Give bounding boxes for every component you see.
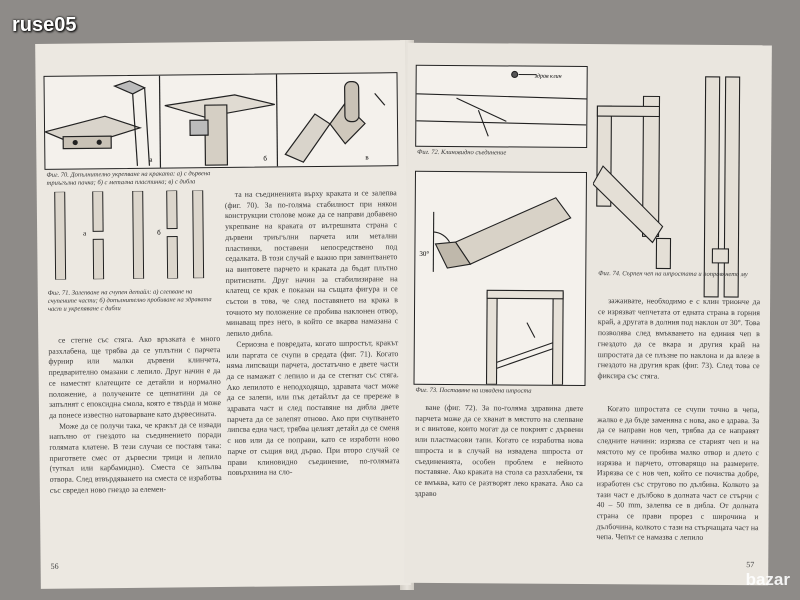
right-page <box>404 43 772 586</box>
figure-71 <box>45 190 214 280</box>
paragraph: Сериозна е повредата, когато шпростът, кракът или паргата се счупи в средата (фиг. 71). Когато няма липсващи парчета, достатъчно е двете части да се намажат с лепило и да се стегнат със стяга. Ако лепилото е неподходящо, здравата част може да се залепи, или пък детайлът да се пререже в здравата част и след поставяне на дибла двете парчета да се залепят отново. Ако при счупването липсва една част, трябва целият детайл да се сменя с нов или да се поправи, като се изработи ново парче от същия вид дърво. При второ случай се прави клиновидно съединение, по-голямата повърхнина на сло- <box>226 338 400 478</box>
site-logo: bazar <box>745 570 790 589</box>
paragraph: зажаивате, необходимо е с клин трионче да се изрязват чепчетата от едната страна в горния край, а другата в долния под наклон от 30°. Това позволява след вмъкването на единия чеп в гнездото да се вкара и другия край на шпростата да се плъзне по наклона и да влезе в гнездото на другия крак (фиг. 73). След това се фиксира със стяга. <box>597 296 761 381</box>
paragraph: Когато шпростата се счупи точно в чепа, жалко е да бъде заменяна с нова, ако е здрава. За да се направи нов чеп, трябва да се направят следните начини: изрязва се старият чеп и на мястото му се пробива малко отвор и длето с изрязва и парчето, отговарящо на размерите. Изрязва се с нов чеп, който се почиства добре, изработен със стругово по дълбина. Колкото за тази част е дълбоко в долната част се стърчи с 40 – 50 mm, залепва се в дибла. От долната страна се прави прорез с широчина и дълбочина, колкото с тази на стърчащата част на чепа. Чепът се намазва с лепило <box>596 404 760 543</box>
fig70-label-c: в <box>365 153 369 162</box>
right-page-bottom-right-column <box>596 404 759 544</box>
fig73-angle-label: 30° <box>419 249 430 258</box>
fig73-caption: Фиг. 73. Поставяне на извадена шпроста <box>415 386 532 395</box>
fig71-caption: Фиг. 71. Залепване на счупен детайл: а) слепване на счупените части; б) допълнително пробиване на здравата част и укрепяване с дибли <box>47 288 212 313</box>
watermark: ruse05 <box>12 14 77 36</box>
fig71-label-a: а <box>83 229 87 238</box>
fig74-caption: Фиг. 74. Сърпен чеп на шпростата и поправянето му <box>598 270 748 279</box>
right-page-side-column <box>598 296 761 383</box>
paragraph: Може да се получи така, че кракът да се извади напълно от гнездото на съединението поради голямата клатене. В тези случаи се поставя така: пригответе смес от дървесни трици и лепило (туткал или карбамидно). Сместа се запълва отвора. След втвърдяването на сместа се изработва със свредел ново гнездо за елемен- <box>49 419 222 495</box>
figure-74 <box>592 66 764 299</box>
left-page-left-column <box>48 334 222 496</box>
paragraph: та на съединенията върху краката и се залепва (фиг. 70). За по-голяма стабилност при някои конструкции столове може да се направи добавено укрепване на краката от вътрешната страна с дървени триъгълни парчета или метални пластинки, поставени непосредствено под седалката. В този случай е важно при завинтването на винтовете парчето и краката да бъдат плътно притиснати. Друг начин за стабилизиране на клатещ се крак е показан на същата фигура и се състои в това, че след поставянето на крака в точното му положение се пробива наклонен отвор, минаващ през него, в който се вкарва намазана с лепило дибла. <box>224 188 399 339</box>
fig70-caption: Фиг. 70. Допълнително укрепване на краката: а) с дървена триъгълна пачка; б) с метална пластинка; в) с дибла <box>46 170 211 187</box>
figure-73 <box>414 171 587 386</box>
fig70-label-a: а <box>149 155 153 164</box>
left-page-right-column <box>225 188 400 479</box>
fig72-caption: Фиг. 72. Клиновидно съединение <box>417 148 507 157</box>
paragraph: се стегне със стяга. Ако връзката е много разхлабена, ще трябва да се уплътни с парчета фурнир или малки дървени клинчета, предварително омазани с лепило. Друг начин е да се наместят клатещите се детайли и нормално положение, а получените се цепнатини да се запълнят с епоксидна смола, която е твърда и може да понесе известно натоварване като дървесината. <box>48 334 221 420</box>
fig72-wedge-label: здрав клин <box>534 73 562 80</box>
left-page <box>35 40 411 589</box>
figure-72 <box>415 65 588 148</box>
figure-70 <box>43 72 398 170</box>
page-number: 56 <box>50 561 59 571</box>
fig71-label-b: б <box>157 228 161 237</box>
page-number: 57 <box>746 560 755 570</box>
fig70-label-b: б <box>263 154 267 163</box>
right-page-bottom-left-column <box>415 403 584 500</box>
paragraph: ване (фиг. 72). За по-голяма здравина двете парчета може да се хванат в мястото на слепване и с винтове, които могат да се покрият с дървени или пластмасови тапи. Когато се изработва нова шпроста и в случай на извадена шпроста от съединенията, особен проблем е нейното поставяне. Ако краката на стола са разхлабени, тя се вмъква, като се разтворят леко краката. Ако са здраво <box>414 402 584 498</box>
